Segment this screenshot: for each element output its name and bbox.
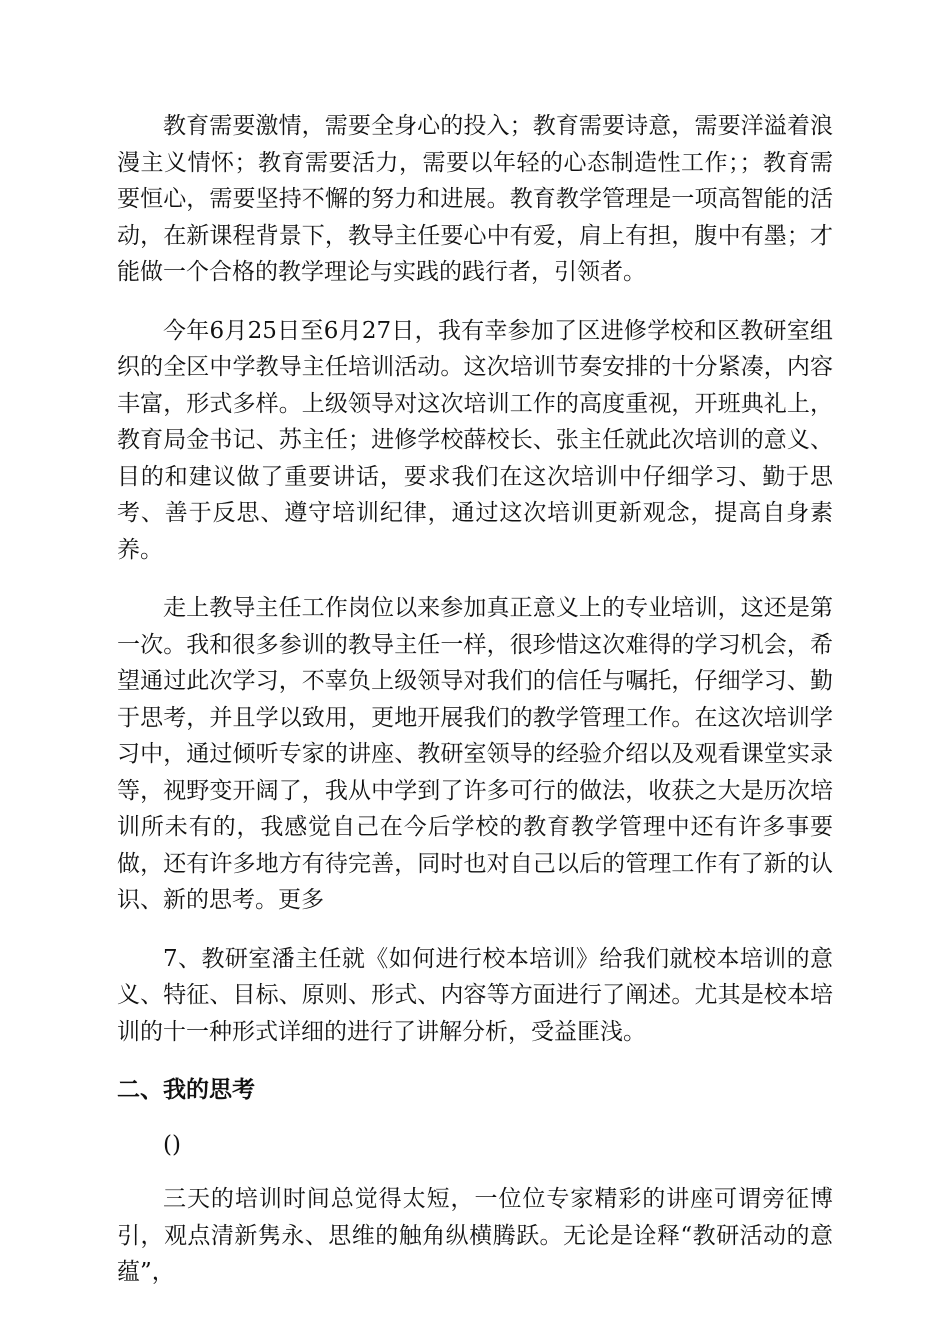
paragraph-parentheses: (): [163, 1131, 181, 1158]
section-heading-my-thoughts: 二、我的思考: [117, 1076, 255, 1103]
paragraph-item-7: 7、教研室潘主任就《如何进行校本培训》给我们就校本培训的意义、特征、目标、原则、形式、内容等方面进行了阐述。尤其是校本培训的十一种形式详细的进行了讲解分析，受益匪浅。: [117, 945, 833, 1045]
document-body: [117, 108, 833, 1313]
paragraph-first-training: 走上教导主任工作岗位以来参加真正意义上的专业培训，这还是第一次。我和很多参训的教导主任一样，很珍惜这次难得的学习机会，希望通过此次学习，不辜负上级领导对我们的信任与嘱托，仔细学习、勤于思考，并且学以致用，更地开展我们的教学管理工作。在这次培训学习中，通过倾听专家的讲座、教研室领导的经验介绍以及观看课堂实录等，视野变开阔了，我从中学到了许多可行的做法，收获之大是历次培训所未有的，我感觉自己在今后学校的教育教学管理中还有许多事要做，还有许多地方有待完善，同时也对自己以后的管理工作有了新的认识、新的思考。更多: [117, 595, 833, 913]
paragraph-three-days: 三天的培训时间总觉得太短，一位位专家精彩的讲座可谓旁征博引，观点清新隽永、思维的触角纵横腾跃。无论是诠释“教研活动的意蕴”，: [117, 1186, 833, 1285]
paragraph-intro: 教育需要激情，需要全身心的投入；教育需要诗意，需要洋溢着浪漫主义情怀；教育需要活力，需要以年轻的心态制造性工作；；教育需要恒心，需要坚持不懈的努力和进展。教育教学管理是一项高智能的活动，在新课程背景下，教导主任要心中有爱，肩上有担，腹中有墨；才能做一个合格的教学理论与实践的践行者，引领者。: [117, 113, 833, 285]
paragraph-training-overview: 今年6月25日至6月27日，我有幸参加了区进修学校和区教研室组织的全区中学教导主任培训活动。这次培训节奏安排的十分紧凑，内容丰富，形式多样。上级领导对这次培训工作的高度重视，开班典礼上，教育局金书记、苏主任；进修学校薛校长、张主任就此次培训的意义、目的和建议做了重要讲话，要求我们在这次培训中仔细学习、勤于思考、善于反思、遵守培训纪律，通过这次培训更新观念，提高自身素养。: [117, 317, 833, 563]
